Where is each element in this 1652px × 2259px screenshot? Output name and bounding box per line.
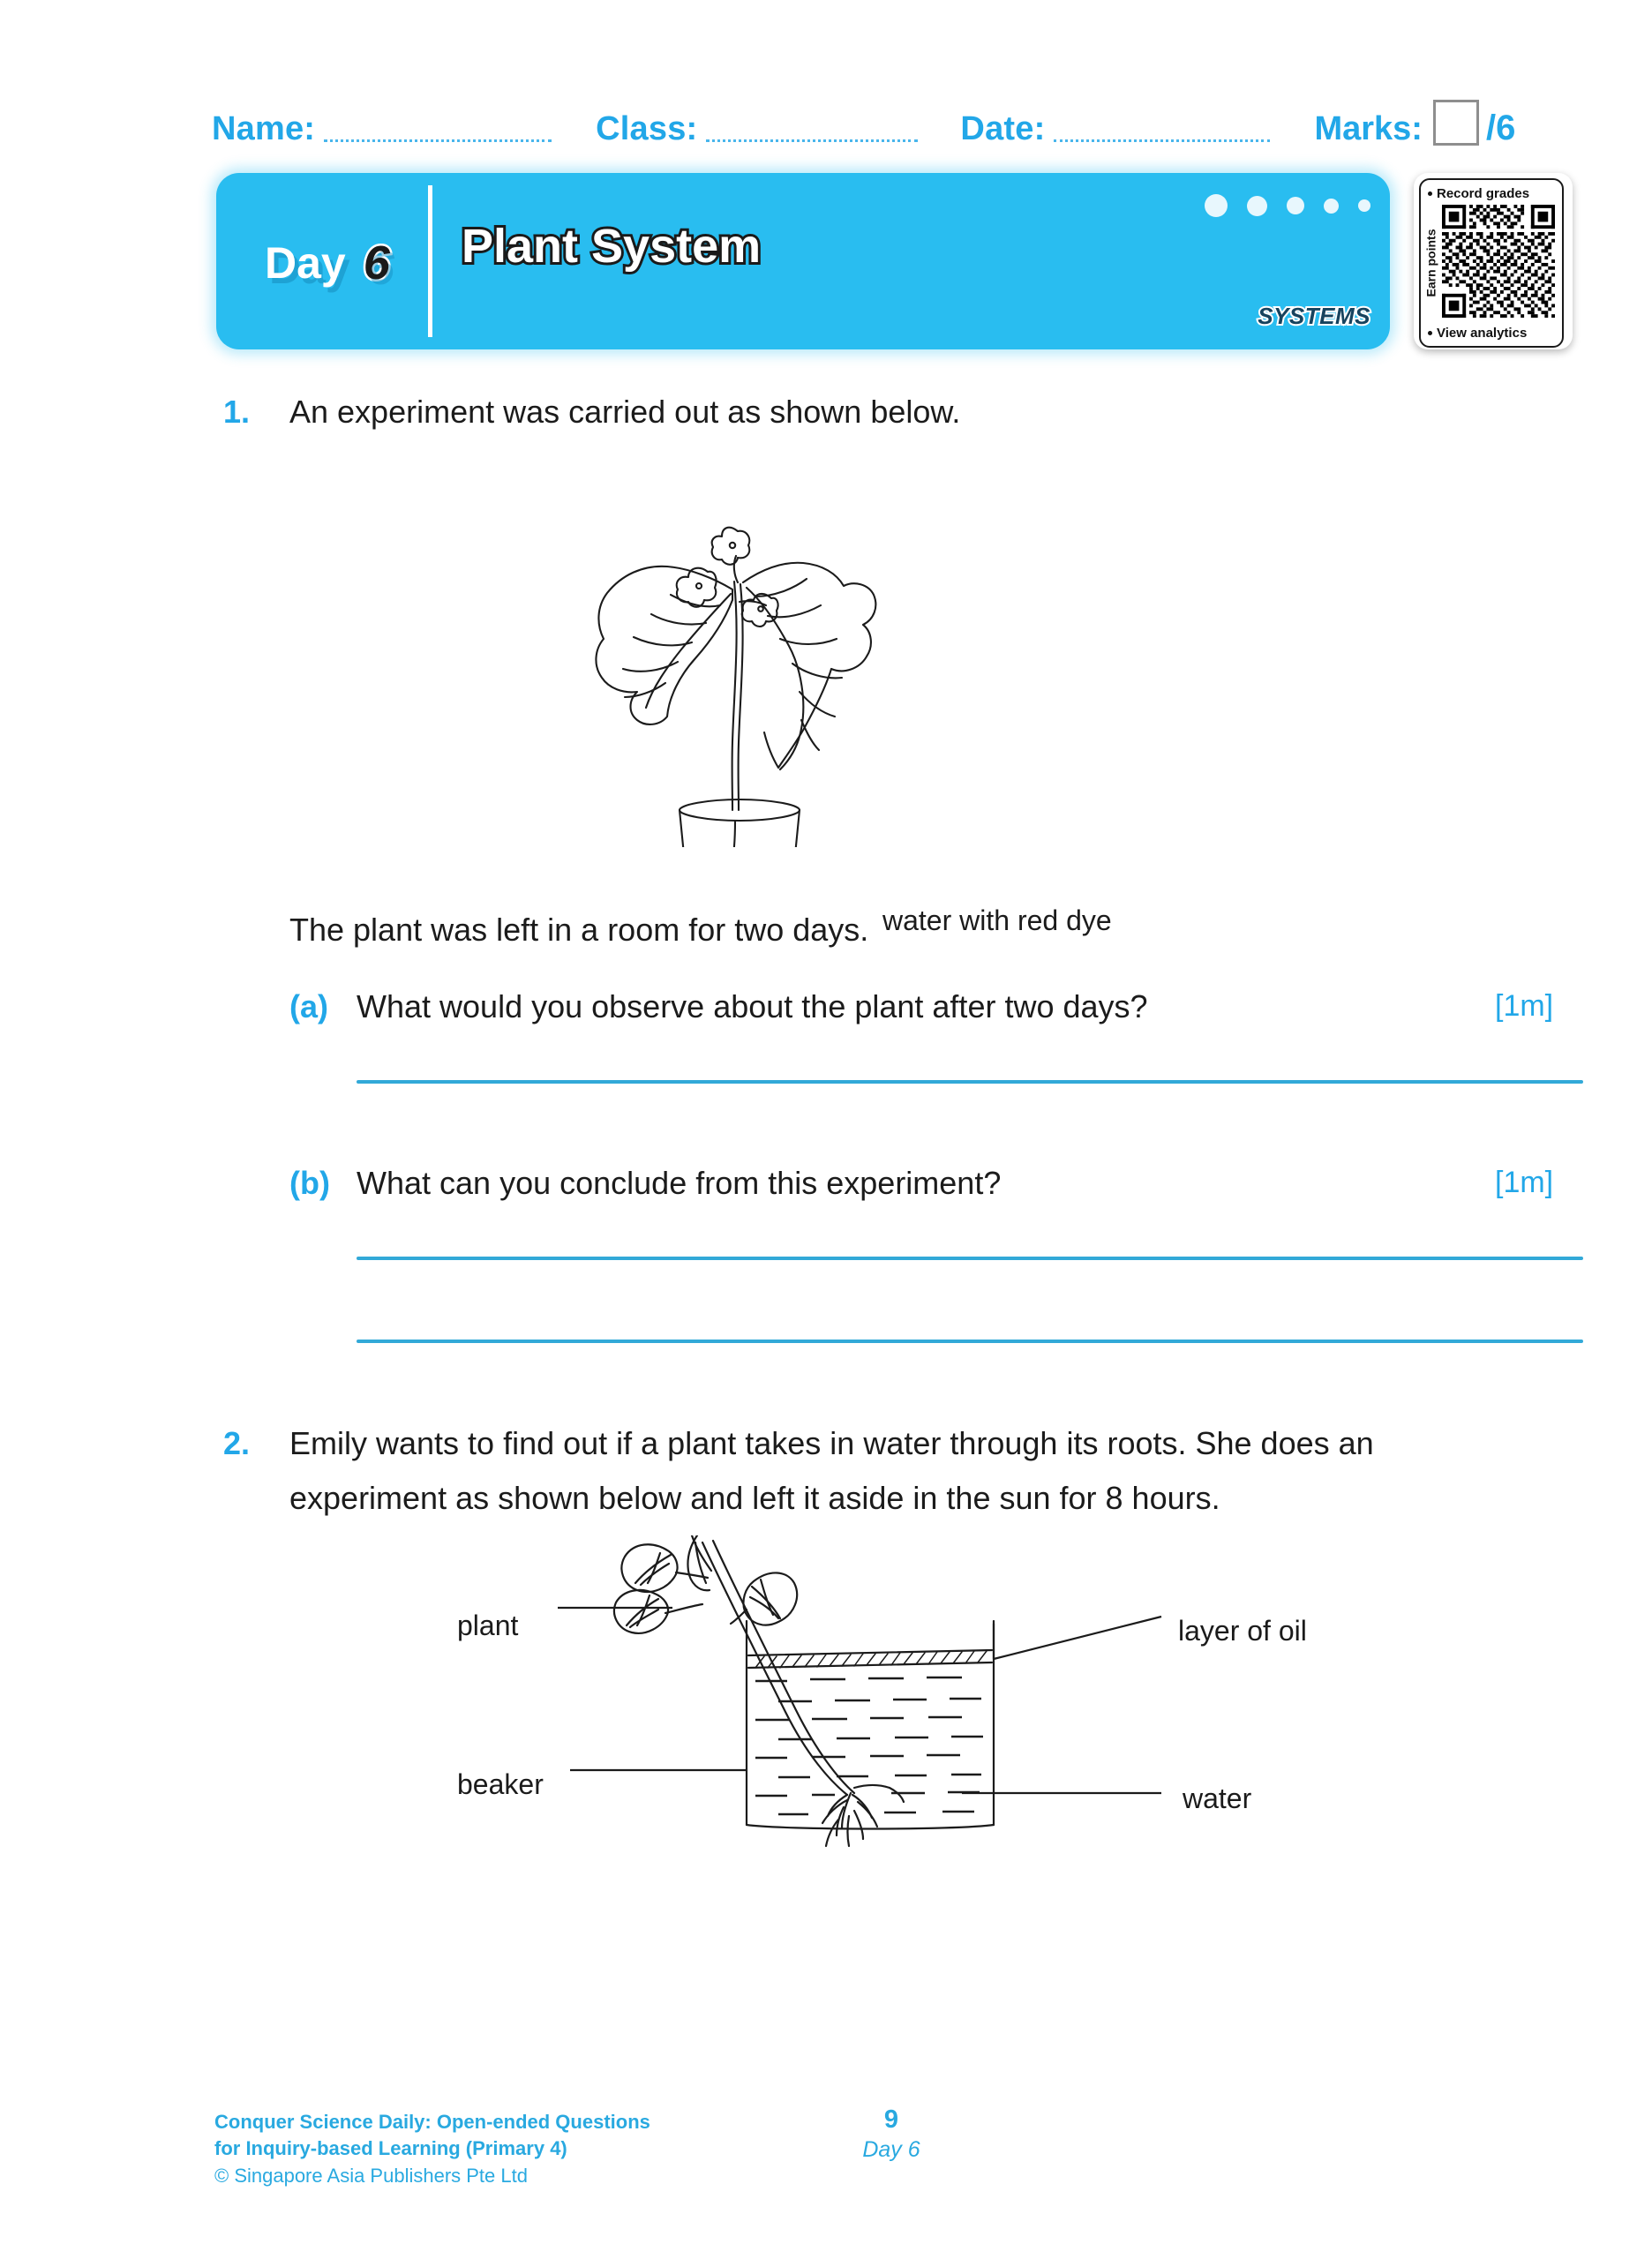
dot-icon xyxy=(1287,197,1304,214)
question-1a-marks: [1m] xyxy=(1495,989,1554,1023)
question-1a-text: What would you observe about the plant after two days? xyxy=(357,988,1148,1024)
date-write-line[interactable] xyxy=(1054,139,1270,142)
q2-label-plant: plant xyxy=(457,1610,519,1641)
topic-banner xyxy=(216,173,1390,349)
date-label: Date: xyxy=(960,110,1046,147)
marks-input-box[interactable] xyxy=(1433,100,1479,146)
question-2-number: 2. xyxy=(223,1425,251,1461)
day-badge xyxy=(265,228,428,298)
dot-icon xyxy=(1205,194,1228,217)
question-2-stem-line2: experiment as shown below and left it aside in the sun for 8 hours. xyxy=(289,1480,1220,1516)
qr-bottom-label: View analytics xyxy=(1437,325,1528,341)
q2-label-beaker: beaker xyxy=(457,1768,544,1800)
question-1b-marks: [1m] xyxy=(1495,1166,1554,1199)
footer-line-1: Conquer Science Daily: Open-ended Questions xyxy=(214,2111,650,2133)
footer-day-label: Day 6 xyxy=(862,2136,920,2162)
answer-line[interactable] xyxy=(357,1080,1583,1084)
page-number: 9 xyxy=(883,2105,899,2134)
q1-diagram-label: water with red dye xyxy=(882,904,1112,936)
student-info-row xyxy=(212,93,1624,146)
qr-earn-points-row xyxy=(1423,180,1438,346)
qr-badge-border xyxy=(1419,178,1564,348)
question-1-followup: The plant was left in a room for two days. xyxy=(289,912,869,948)
q2-label-layer-of-oil: layer of oil xyxy=(1178,1615,1307,1647)
marks-label: Marks: xyxy=(1314,110,1423,147)
decorative-dots xyxy=(1205,194,1370,217)
name-label: Name: xyxy=(212,110,316,147)
name-write-line[interactable] xyxy=(324,139,552,142)
class-write-line[interactable] xyxy=(706,139,918,142)
footer-line-2: for Inquiry-based Learning (Primary 4) xyxy=(214,2137,567,2160)
dot-icon xyxy=(1358,199,1370,212)
bullet-icon xyxy=(1428,331,1432,335)
qr-top-label: Record grades xyxy=(1437,185,1530,201)
date-field[interactable] xyxy=(960,112,1270,146)
qr-record-grades-row xyxy=(1428,184,1558,202)
q2-label-water: water xyxy=(1183,1782,1252,1814)
marks-total: /6 xyxy=(1485,109,1516,147)
marks-field[interactable] xyxy=(1314,100,1515,146)
wilting-plant-diagram xyxy=(582,477,1130,847)
class-field[interactable] xyxy=(596,112,918,146)
footer-credits xyxy=(214,2109,650,2189)
question-1-stem: An experiment was carried out as shown below. xyxy=(289,394,961,430)
footer-page-info xyxy=(838,2105,944,2164)
day-number: 6 xyxy=(363,236,390,289)
name-field[interactable] xyxy=(212,112,552,146)
question-1b-label: (b) xyxy=(289,1165,330,1201)
banner-divider xyxy=(428,185,432,337)
answer-line[interactable] xyxy=(357,1340,1583,1343)
page-title: Plant System xyxy=(462,220,762,273)
qr-code-icon[interactable] xyxy=(1442,205,1555,318)
class-label: Class: xyxy=(596,110,698,147)
dot-icon xyxy=(1247,196,1267,216)
question-1b-text: What can you conclude from this experiment? xyxy=(357,1165,1002,1201)
qr-badge-card[interactable] xyxy=(1414,173,1573,349)
question-2-stem-line1: Emily wants to find out if a plant takes in water through its roots. She does an xyxy=(289,1425,1374,1461)
question-1a-label: (a) xyxy=(289,988,328,1024)
day-word: Day xyxy=(265,238,346,288)
topic-tag: SYSTEMS xyxy=(1258,303,1370,329)
dot-icon xyxy=(1324,199,1339,214)
qr-view-analytics-row xyxy=(1428,324,1558,341)
beaker-experiment-diagram xyxy=(432,1535,1368,1888)
footer-line-3: © Singapore Asia Publishers Pte Ltd xyxy=(214,2164,528,2187)
answer-line[interactable] xyxy=(357,1257,1583,1260)
question-1-number: 1. xyxy=(223,394,251,430)
qr-side-label: Earn points xyxy=(1423,229,1438,297)
